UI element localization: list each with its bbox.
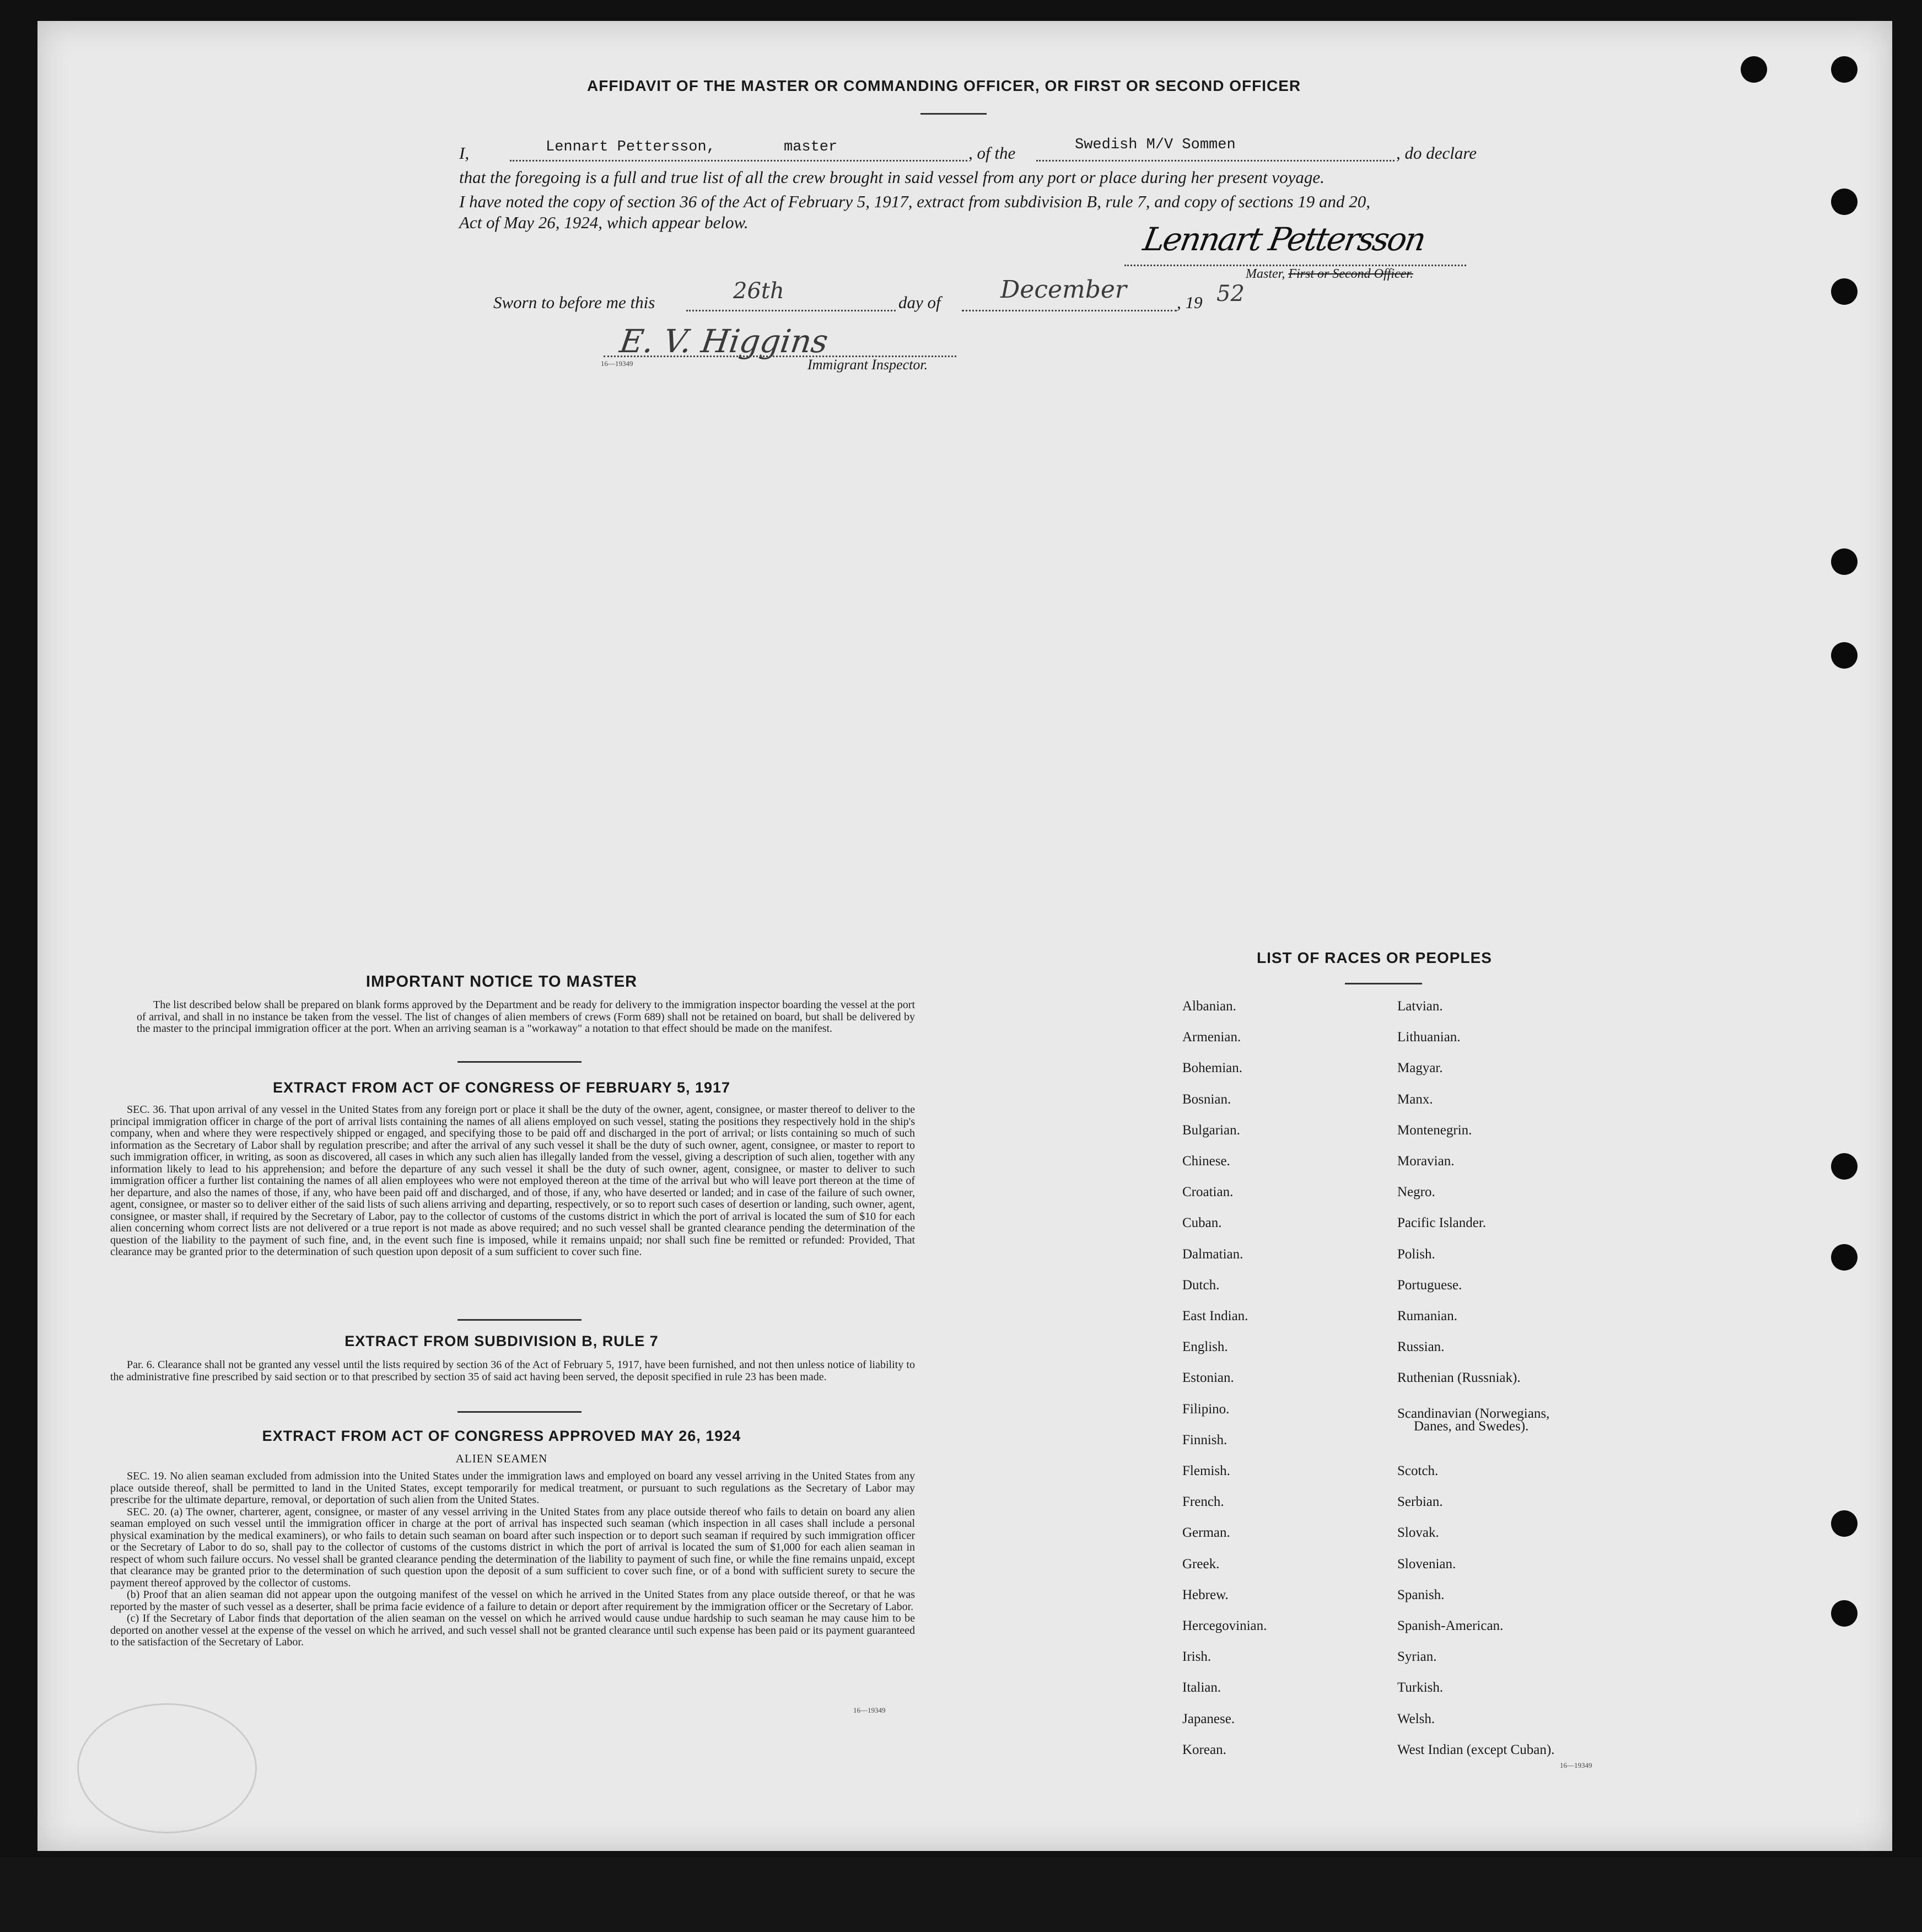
inspector-signature: E. V. Higgins bbox=[617, 322, 831, 360]
race-item: Bohemian. bbox=[1182, 1061, 1243, 1076]
title-rule bbox=[920, 113, 987, 115]
vessel-line bbox=[1036, 160, 1395, 162]
sworn-year: 52 bbox=[1216, 281, 1245, 306]
race-item: Ruthenian (Russniak). bbox=[1397, 1370, 1521, 1386]
notice-body bbox=[137, 999, 915, 1035]
race-item: Hebrew. bbox=[1182, 1587, 1229, 1602]
sworn-month: December bbox=[1000, 276, 1127, 304]
races-form-code: 16—19349 bbox=[1560, 1761, 1592, 1769]
races-rule bbox=[1345, 983, 1422, 984]
struck-caption: First or Second Officer. bbox=[1288, 267, 1413, 281]
punch-hole bbox=[1831, 1244, 1858, 1271]
day-of-label: day of bbox=[898, 293, 941, 312]
race-item: Spanish-American. bbox=[1397, 1618, 1504, 1633]
race-item: Chinese. bbox=[1182, 1154, 1230, 1169]
race-item: Dalmatian. bbox=[1182, 1246, 1243, 1262]
race-item: French. bbox=[1182, 1494, 1224, 1510]
race-item: Rumanian. bbox=[1397, 1309, 1458, 1323]
race-item: Estonian. bbox=[1182, 1370, 1234, 1386]
inspector-caption: Immigrant Inspector. bbox=[807, 357, 928, 373]
race-item: Bulgarian. bbox=[1182, 1122, 1240, 1138]
race-item: German. bbox=[1182, 1525, 1230, 1541]
punch-hole bbox=[1831, 56, 1858, 83]
master-role: master bbox=[784, 139, 838, 155]
race-item: English. bbox=[1182, 1339, 1228, 1355]
race-item: Finnish. bbox=[1182, 1432, 1228, 1447]
race-item: Polish. bbox=[1397, 1246, 1435, 1262]
master-caption: Master, bbox=[1246, 267, 1285, 281]
vessel-name: Swedish M/V Sommen bbox=[1075, 137, 1236, 153]
race-item: Moravian. bbox=[1397, 1154, 1455, 1169]
race-item: Bosnian. bbox=[1182, 1091, 1231, 1107]
race-item: Slovenian. bbox=[1397, 1556, 1456, 1572]
race-item: Flemish. bbox=[1182, 1463, 1230, 1478]
extract3-paragraph-2: SEC. 20. (a) The owner, charterer, agent, consignee, or master of any vessel arriving in the United States from any place outside thereof who fails to detain on board any alien seaman employed on such vessel until the immigration officer in charge at the port of arrival has inspected such seaman (which inspection in all cases shall include a personal physical examination by the medical examiners), or who fails to detain such seaman on board after such inspection or to deport such seaman if required by such immigration officer or the Secretary of Labor to do so, shall pay to the collector of customs of the customs district in which the port of arrival is located the sum of $1,000 for each alien seaman in respect of whom such failure occurs. No vessel shall be granted clearance pending the determination of the liability to payment of such fine, or while the fine remains unpaid, except that clearance may be granted prior to the determination of such question upon the deposit of a sum sufficient to cover such fine, or of a bond with sufficient surety to secure the payment thereof approved by the collector of customs. bbox=[110, 1505, 915, 1589]
sworn-day-line bbox=[686, 310, 896, 311]
race-item: Cuban. bbox=[1182, 1215, 1222, 1231]
race-item: Portuguese. bbox=[1397, 1277, 1462, 1293]
race-item: Montenegrin. bbox=[1397, 1122, 1472, 1138]
race-item: Italian. bbox=[1182, 1680, 1221, 1696]
race-item: Scotch. bbox=[1397, 1463, 1439, 1478]
affidavit-title: AFFIDAVIT OF THE MASTER OR COMMANDING OFFICER, OR FIRST OR SECOND OFFICER bbox=[587, 77, 1301, 94]
embossed-seal bbox=[77, 1703, 257, 1833]
affidavit-form-code: 16—19349 bbox=[601, 359, 633, 368]
extract2-paragraph: Par. 6. Clearance shall not be granted any vessel until the lists required by section 36 of the Act of February 5, 1917, have been furnished, and not then unless notice of liability to the administrative fine prescribed by said section or to that prescribed by section 35 of said act having been served, the deposit specified in rule 23 has been made. bbox=[110, 1359, 915, 1383]
of-the-label: , of the bbox=[968, 143, 1016, 163]
extract1-heading: EXTRACT FROM ACT OF CONGRESS OF FEBRUARY 5, 1917 bbox=[272, 1079, 731, 1096]
race-item: Pacific Islander. bbox=[1397, 1215, 1487, 1231]
race-item: Korean. bbox=[1182, 1742, 1226, 1757]
scan-border bbox=[0, 1858, 1922, 1932]
name-line bbox=[510, 160, 967, 162]
divider bbox=[457, 1319, 582, 1321]
master-signature: Lennart Pettersson bbox=[1140, 220, 1428, 258]
signature-caption bbox=[1246, 266, 1413, 282]
divider bbox=[457, 1061, 582, 1063]
punch-hole bbox=[1741, 56, 1767, 83]
race-item: Turkish. bbox=[1397, 1680, 1444, 1696]
declaration-line-4: Act of May 26, 1924, which appear below. bbox=[459, 213, 749, 232]
race-item: Scandinavian (Norwegians, bbox=[1397, 1406, 1550, 1421]
master-name: Lennart Pettersson, bbox=[546, 139, 715, 155]
race-item: Magyar. bbox=[1397, 1061, 1443, 1076]
race-item: Irish. bbox=[1182, 1649, 1212, 1665]
race-item: Spanish. bbox=[1397, 1587, 1445, 1602]
race-item: Japanese. bbox=[1182, 1711, 1235, 1726]
races-heading: LIST OF RACES OR PEOPLES bbox=[1257, 949, 1492, 966]
punch-hole bbox=[1831, 642, 1858, 669]
race-item: Lithuanian. bbox=[1397, 1030, 1461, 1045]
race-item: Hercegovinian. bbox=[1182, 1618, 1267, 1633]
declare-label: , do declare bbox=[1396, 143, 1477, 163]
punch-hole bbox=[1831, 1153, 1858, 1180]
race-item: Greek. bbox=[1182, 1556, 1220, 1572]
extract2-heading: EXTRACT FROM SUBDIVISION B, RULE 7 bbox=[344, 1333, 659, 1349]
notice-form-code: 16—19349 bbox=[853, 1706, 886, 1714]
declaration-line-2: that the foregoing is a full and true list of all the crew brought in said vessel from any port or place during her present voyage. bbox=[459, 168, 1325, 187]
race-item: Danes, and Swedes). bbox=[1414, 1418, 1529, 1434]
punch-hole bbox=[1831, 278, 1858, 305]
punch-hole bbox=[1831, 1510, 1858, 1537]
divider bbox=[457, 1411, 582, 1413]
sworn-month-line bbox=[962, 310, 1177, 311]
punch-hole bbox=[1831, 548, 1858, 575]
sworn-lead: Sworn to before me this bbox=[493, 293, 655, 312]
extract2-body bbox=[110, 1359, 915, 1383]
extract1-paragraph: SEC. 36. That upon arrival of any vessel in the United States from any foreign port or place it shall be the duty of the owner, agent, consignee, or master thereof to deliver to the principal immigration officer in charge of the port of arrival lists containing the names of all aliens employed on such vessel, stating the positions they respectively hold in the ship's company, when and where they were respectively shipped or engaged, and specifying those to be paid off and discharged in the port of arrival; or lists containing so much of such information as the Secretary of Labor shall by regulation prescribe; and after the arrival of any such vessel it shall be the duty of such owner, agent, consignee, or master to report to such immigration officer, in writing, as soon as discovered, all cases in which any such alien has illegally landed from the vessel, giving a description of such alien, together with any information likely to lead to his apprehension; and before the departure of any such vessel it shall be the duty of such owner, agent, consignee, or master to deliver to such immigration officer a further list containing the names of all alien employees who were not employed thereon at the time of the arrival but who will leave port thereon at the time of her departure, and also the names of those, if any, who have been paid off and discharged, and of those, if any, who have deserted or landed; and in case of the failure of such owner, agent, consignee, or master so to deliver either of the said lists of such aliens arriving and departing, respectively, or so to report such cases of desertion or landing, such owner, agent, consignee, or master shall, if required by the Secretary of Labor, pay to the collector of customs of the customs district in which the port of arrival is located the sum of $10 for each alien concerning whom correct lists are not delivered or a true report is not made as above required; and no such vessel shall be granted clearance pending the determination of the question of the liability to the payment of such fine, and, in the event such fine is imposed, while it remains unpaid; nor shall such fine be remitted or refunded: Provided, That clearance may be granted prior to the determination of such question upon deposit of a sum sufficient to cover such fine. bbox=[110, 1104, 915, 1258]
extract1-body bbox=[110, 1104, 915, 1258]
race-item: East Indian. bbox=[1182, 1309, 1248, 1323]
sworn-day: 26th bbox=[733, 278, 784, 304]
extract3-paragraph-3: (b) Proof that an alien seaman did not appear upon the outgoing manifest of the vessel on which he arrived in the United States from any place outside thereof, or that he was reported by the master of such vessel as a deserter, shall be prima facie evidence of a failure to detain or deport after requirement by the immigration officer or the Secretary of Labor. bbox=[110, 1589, 915, 1613]
race-item: Croatian. bbox=[1182, 1185, 1234, 1200]
punch-hole bbox=[1831, 1600, 1858, 1627]
punch-hole bbox=[1831, 189, 1858, 215]
notice-heading: IMPORTANT NOTICE TO MASTER bbox=[365, 973, 638, 991]
race-item: Dutch. bbox=[1182, 1277, 1220, 1293]
race-item: Manx. bbox=[1397, 1091, 1433, 1107]
notice-paragraph: The list described below shall be prepared on blank forms approved by the Department and be ready for delivery to the immigration inspector boarding the vessel at the port of arrival, and shall in no instance be taken from the vessel. The list of changes of alien members of crews (Form 689) shall not be retained on board, but shall be delivered by the master to the principal immigration officer at the port. When an arriving seaman is a "workaway" a notation to that effect should be made on the manifest. bbox=[137, 999, 915, 1035]
extract3-body bbox=[110, 1471, 915, 1649]
race-item: Slovak. bbox=[1397, 1525, 1439, 1541]
extract3-heading: EXTRACT FROM ACT OF CONGRESS APPROVED MAY 26, 1924 bbox=[262, 1428, 741, 1444]
race-item: Syrian. bbox=[1397, 1649, 1437, 1665]
race-item: Negro. bbox=[1397, 1185, 1435, 1200]
declarant-lead: I, bbox=[459, 143, 470, 163]
race-item: Albanian. bbox=[1182, 999, 1236, 1014]
declaration-line-3: I have noted the copy of section 36 of the Act of February 5, 1917, extract from subdivision B, rule 7, and copy of sections 19 and 20, bbox=[459, 192, 1371, 211]
extract3-paragraph-1: SEC. 19. No alien seaman excluded from admission into the United States under the immigration laws and employed on board any vessel arriving in the United States from any place outside thereof, shall be permitted to land in the United States, except temporarily for medical treatment, or pursuant to such regulations as the Secretary of Labor may prescribe for the ultimate departure, removal, or deportation of such alien from the United States. bbox=[110, 1470, 915, 1506]
race-item: Latvian. bbox=[1397, 999, 1443, 1014]
extract3-subheading: ALIEN SEAMEN bbox=[455, 1452, 548, 1465]
year-prefix: , 19 bbox=[1177, 293, 1203, 312]
extract3-paragraph-4: (c) If the Secretary of Labor finds that deportation of the alien seaman on the vessel on which he arrived would cause undue hardship to such seaman he may cause him to be deported on another vessel at the expense of the vessel on which he arrived, and such vessel shall not be granted clearance until such expense has been paid or its payment guaranteed to the satisfaction of the Secretary of Labor. bbox=[110, 1612, 915, 1648]
race-item: Filipino. bbox=[1182, 1401, 1230, 1417]
race-item: Welsh. bbox=[1397, 1711, 1435, 1726]
race-item: Russian. bbox=[1397, 1339, 1445, 1355]
race-item: Armenian. bbox=[1182, 1030, 1241, 1045]
race-item: West Indian (except Cuban). bbox=[1397, 1742, 1555, 1757]
race-item: Serbian. bbox=[1397, 1494, 1443, 1510]
